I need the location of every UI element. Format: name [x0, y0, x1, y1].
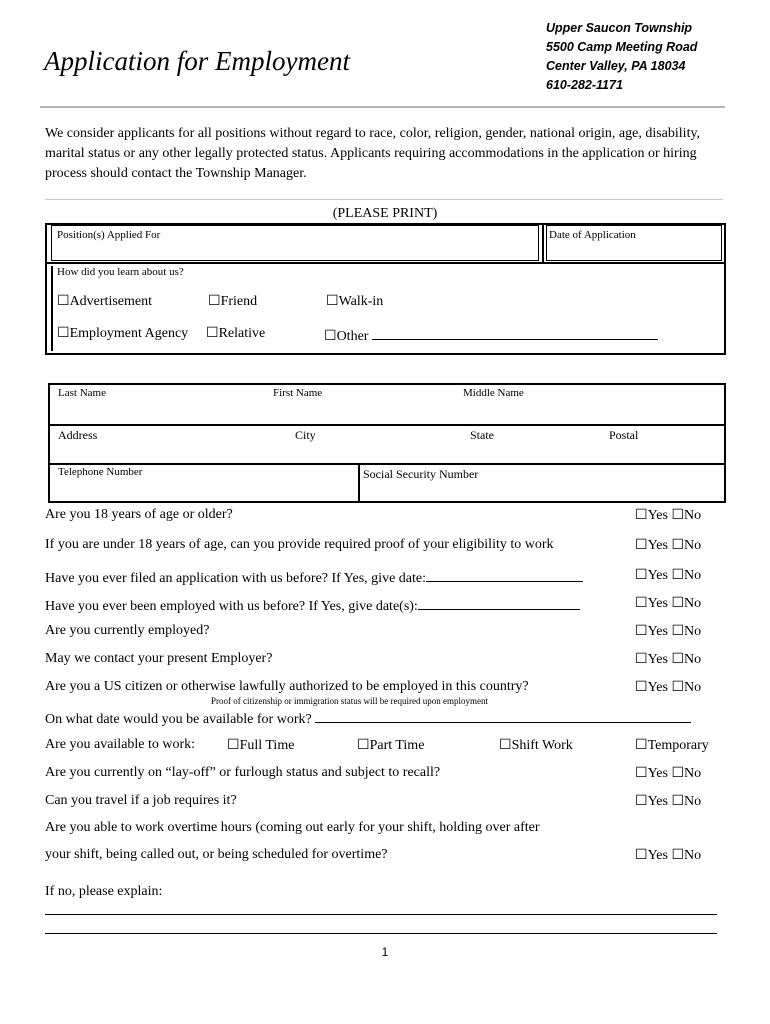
- question-overtime-line-2: your shift, being called out, or being scheduled for overtime?: [45, 847, 388, 862]
- checkbox-icon[interactable]: ☐: [57, 326, 70, 341]
- checkbox-icon[interactable]: ☐: [671, 652, 684, 667]
- checkbox-icon[interactable]: ☐: [635, 738, 648, 753]
- city-label: City: [295, 428, 316, 442]
- middle-name-label: Middle Name: [463, 387, 524, 399]
- position-section: [45, 223, 726, 355]
- state-label: State: [470, 428, 494, 442]
- checkbox-icon[interactable]: ☐: [671, 508, 684, 523]
- checkbox-icon[interactable]: ☐: [635, 538, 648, 553]
- postal-label: Postal: [609, 428, 639, 442]
- question-availability: Are you available to work:: [45, 737, 196, 752]
- yes-no-travel[interactable]: ☐Yes ☐No: [635, 794, 702, 809]
- learn-about-label: How did you learn about us?: [57, 266, 184, 278]
- explain-input-line-2[interactable]: [45, 933, 717, 934]
- citizenship-proof-note: Proof of citizenship or immigration status will be required upon employment: [211, 696, 488, 706]
- checkbox-icon[interactable]: ☐: [635, 624, 648, 639]
- checkbox-icon[interactable]: ☐: [227, 738, 240, 753]
- position-divider-vertical: [542, 225, 544, 263]
- org-phone: 610-282-1171: [546, 78, 623, 92]
- checkbox-icon[interactable]: ☐: [635, 596, 648, 611]
- eeo-statement: We consider applicants for all positions without regard to race, color, religion, gender, national origin, age, disability, marital status or any other legally protected status. Applicants requiring accommodations in the application or hiring process should contact the Township Manager.: [45, 126, 701, 181]
- yes-no-lay-off[interactable]: ☐Yes ☐No: [635, 766, 702, 781]
- first-name-label: First Name: [273, 387, 323, 399]
- learn-box-left-border: [51, 266, 53, 351]
- question-employed-before: Have you ever been employed with us before? If Yes, give date(s):: [45, 595, 580, 615]
- checkbox-icon[interactable]: ☐: [671, 624, 684, 639]
- yes-no-filed-before[interactable]: ☐Yes ☐No: [635, 568, 702, 583]
- option-employment-agency[interactable]: ☐Employment Agency: [57, 326, 189, 341]
- option-part-time[interactable]: ☐Part Time: [357, 738, 425, 753]
- checkbox-icon[interactable]: ☐: [206, 326, 219, 341]
- org-street: 5500 Camp Meeting Road: [546, 40, 698, 54]
- org-name: Upper Saucon Township: [546, 21, 693, 35]
- checkbox-icon[interactable]: ☐: [671, 794, 684, 809]
- checkbox-icon[interactable]: ☐: [324, 329, 337, 344]
- question-filed-before: Have you ever filed an application with us before? If Yes, give date:: [45, 567, 583, 587]
- yes-no-proof-eligibility[interactable]: ☐Yes ☐No: [635, 538, 702, 553]
- yes-no-contact-employer[interactable]: ☐Yes ☐No: [635, 652, 702, 667]
- yes-no-us-citizen[interactable]: ☐Yes ☐No: [635, 680, 702, 695]
- employed-dates-input-line[interactable]: [418, 595, 580, 610]
- option-temporary[interactable]: ☐Temporary: [635, 738, 709, 753]
- header-divider: [40, 106, 725, 108]
- checkbox-icon[interactable]: ☐: [499, 738, 512, 753]
- checkbox-icon[interactable]: ☐: [671, 766, 684, 781]
- checkbox-icon[interactable]: ☐: [635, 652, 648, 667]
- explain-label: If no, please explain:: [45, 884, 163, 899]
- intro-divider: [45, 199, 723, 200]
- checkbox-icon[interactable]: ☐: [635, 848, 648, 863]
- question-proof-eligibility: If you are under 18 years of age, can you provide required proof of your eligibility to work: [45, 537, 554, 552]
- checkbox-icon[interactable]: ☐: [635, 794, 648, 809]
- option-shift-work[interactable]: ☐Shift Work: [499, 738, 573, 753]
- question-contact-employer: May we contact your present Employer?: [45, 651, 273, 666]
- option-walk-in[interactable]: ☐Walk-in: [326, 294, 384, 309]
- org-city: Center Valley, PA 18034: [546, 59, 686, 73]
- filed-date-input-line[interactable]: [426, 567, 583, 582]
- last-name-label: Last Name: [58, 387, 106, 399]
- checkbox-icon[interactable]: ☐: [635, 508, 648, 523]
- page-title: Application for Employment: [44, 46, 350, 76]
- question-currently-employed: Are you currently employed?: [45, 623, 210, 638]
- available-date-input-line[interactable]: [315, 708, 691, 723]
- checkbox-icon[interactable]: ☐: [671, 680, 684, 695]
- ssn-label: Social Security Number: [363, 467, 479, 481]
- page-number: 1: [381, 945, 389, 959]
- checkbox-icon[interactable]: ☐: [635, 568, 648, 583]
- question-overtime-line-1: Are you able to work overtime hours (coming out early for your shift, holding over after: [45, 820, 540, 835]
- yes-no-employed-before[interactable]: ☐Yes ☐No: [635, 596, 702, 611]
- yes-no-overtime[interactable]: ☐Yes ☐No: [635, 848, 702, 863]
- please-print-heading: (PLEASE PRINT): [332, 206, 438, 221]
- checkbox-icon[interactable]: ☐: [57, 294, 70, 309]
- question-lay-off: Are you currently on “lay-off” or furlough status and subject to recall?: [45, 765, 441, 780]
- personal-divider-vertical: [358, 464, 360, 501]
- option-advertisement[interactable]: ☐Advertisement: [57, 294, 152, 309]
- checkbox-icon[interactable]: ☐: [671, 538, 684, 553]
- checkbox-icon[interactable]: ☐: [635, 766, 648, 781]
- checkbox-icon[interactable]: ☐: [671, 596, 684, 611]
- checkbox-icon[interactable]: ☐: [357, 738, 370, 753]
- option-relative[interactable]: ☐Relative: [206, 326, 266, 341]
- date-of-application-label: Date of Application: [549, 229, 636, 241]
- position-divider-horizontal: [47, 262, 724, 264]
- positions-label: Position(s) Applied For: [57, 229, 161, 241]
- yes-no-currently-employed[interactable]: ☐Yes ☐No: [635, 624, 702, 639]
- option-full-time[interactable]: ☐Full Time: [227, 738, 295, 753]
- question-available-date: On what date would you be available for work?: [45, 708, 691, 728]
- checkbox-icon[interactable]: ☐: [671, 848, 684, 863]
- checkbox-icon[interactable]: ☐: [635, 680, 648, 695]
- question-travel: Can you travel if a job requires it?: [45, 793, 237, 808]
- name-field-row[interactable]: [54, 385, 722, 423]
- telephone-label: Telephone Number: [58, 466, 143, 478]
- address-label: Address: [58, 428, 98, 442]
- organization-address-block: [546, 19, 697, 95]
- other-input-line[interactable]: [372, 325, 658, 340]
- checkbox-icon[interactable]: ☐: [326, 294, 339, 309]
- explain-input-line-1[interactable]: [45, 914, 717, 915]
- checkbox-icon[interactable]: ☐: [208, 294, 221, 309]
- checkbox-icon[interactable]: ☐: [671, 568, 684, 583]
- personal-info-section: [48, 383, 726, 503]
- yes-no-age[interactable]: ☐Yes ☐No: [635, 508, 702, 523]
- option-other[interactable]: ☐Other: [324, 325, 658, 345]
- option-friend[interactable]: ☐Friend: [208, 294, 258, 309]
- question-us-citizen: Are you a US citizen or otherwise lawfully authorized to be employed in this country?: [45, 679, 529, 694]
- question-age: Are you 18 years of age or older?: [45, 507, 233, 522]
